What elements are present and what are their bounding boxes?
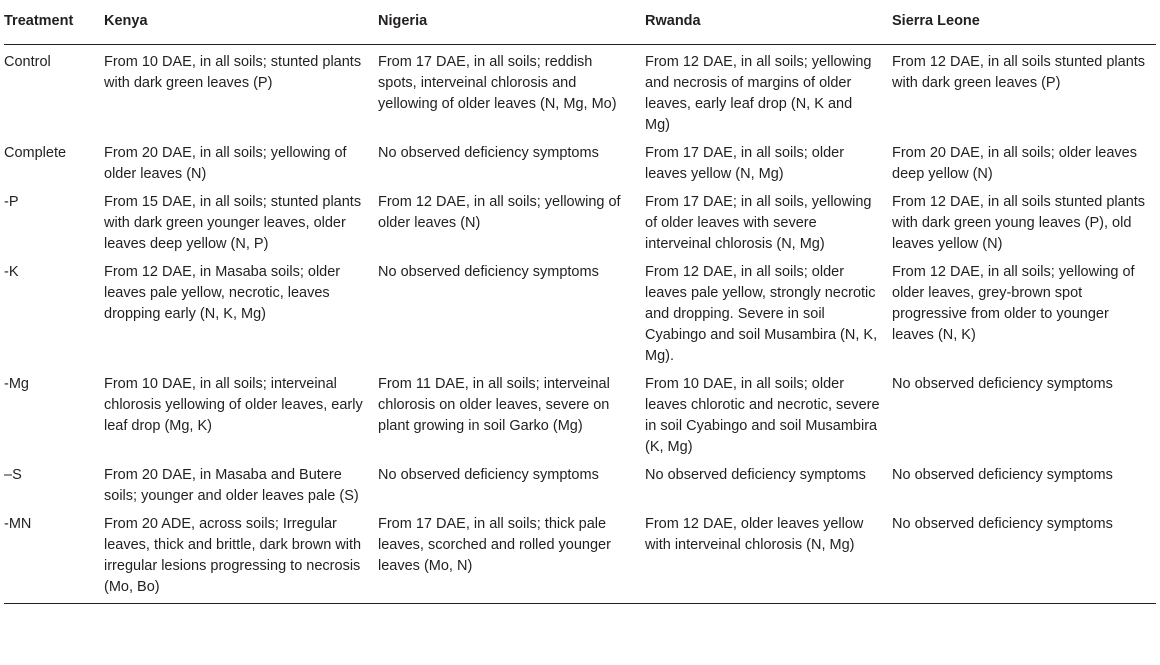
sierra-leone-cell: From 12 DAE, in all soils; yellowing of older leaves, grey-brown spot progressive from older to younger leaves (N, K) (892, 264, 1135, 343)
kenya-cell: From 20 DAE, in all soils; yellowing of older leaves (N) (104, 145, 347, 182)
nigeria-cell: From 17 DAE, in all soils; thick pale leaves, scorched and rolled younger leaves (Mo, N) (378, 507, 645, 604)
rwanda-cell: From 12 DAE, in all soils; older leaves pale yellow, strongly necrotic and dropping. Severe in soil Cyabingo and soil Musambira (N, K, Mg). (645, 264, 878, 364)
rwanda-cell: No observed deficiency symptoms (645, 467, 866, 483)
sierra-leone-cell: From 12 DAE, in all soils stunted plants with dark green young leaves (P), old leaves yellow (N) (892, 194, 1146, 252)
deficiency-symptoms-table (4, 6, 1156, 604)
header-kenya: Kenya (104, 6, 378, 45)
sierra-leone-cell: No observed deficiency symptoms (892, 376, 1113, 392)
nigeria-cell: From 12 DAE, in all soils; yellowing of older leaves (N) (378, 194, 621, 231)
nigeria-cell: No observed deficiency symptoms (378, 145, 599, 161)
header-rwanda: Rwanda (645, 6, 892, 45)
table-row (4, 45, 1156, 137)
treatment-cell: -MN (4, 507, 104, 604)
treatment-cell: Control (4, 54, 51, 70)
table-row (4, 367, 1156, 458)
sierra-leone-cell: From 12 DAE, in all soils stunted plants with dark green leaves (P) (892, 54, 1146, 91)
header-sierra-leone: Sierra Leone (892, 6, 1156, 45)
rwanda-cell: From 12 DAE, older leaves yellow with interveinal chlorosis (N, Mg) (645, 507, 892, 604)
header-treatment: Treatment (4, 6, 104, 45)
treatment-cell: -P (4, 194, 19, 210)
kenya-cell: From 10 DAE, in all soils; stunted plants with dark green leaves (P) (104, 54, 362, 91)
nigeria-cell: From 11 DAE, in all soils; interveinal chlorosis on older leaves, severe on plant growing in soil Garko (Mg) (378, 376, 610, 434)
kenya-cell: From 10 DAE, in all soils; interveinal chlorosis yellowing of older leaves, early leaf drop (Mg, K) (104, 376, 363, 434)
header-row (4, 6, 1156, 45)
rwanda-cell: From 17 DAE; in all soils, yellowing of older leaves with severe interveinal chlorosis (N, Mg) (645, 194, 872, 252)
table-row (4, 458, 1156, 507)
treatment-cell: –S (4, 467, 22, 483)
nigeria-cell: From 17 DAE, in all soils; reddish spots, interveinal chlorosis and yellowing of older leaves (N, Mg, Mo) (378, 54, 617, 112)
table-row (4, 136, 1156, 185)
table-row (4, 185, 1156, 255)
treatment-cell: -K (4, 264, 19, 280)
table-row (4, 255, 1156, 367)
header-nigeria: Nigeria (378, 6, 645, 45)
treatment-cell: Complete (4, 145, 67, 161)
kenya-cell: From 15 DAE, in all soils; stunted plants with dark green younger leaves, older leaves deep yellow (N, P) (104, 194, 362, 252)
table-row (4, 507, 1156, 604)
kenya-cell: From 20 ADE, across soils; Irregular leaves, thick and brittle, dark brown with irregular lesions progressing to necrosis (Mo, Bo) (104, 507, 378, 604)
kenya-cell: From 20 DAE, in Masaba and Butere soils; younger and older leaves pale (S) (104, 467, 359, 504)
sierra-leone-cell: From 20 DAE, in all soils; older leaves deep yellow (N) (892, 145, 1137, 182)
treatment-cell: -Mg (4, 376, 29, 392)
sierra-leone-cell: No observed deficiency symptoms (892, 467, 1113, 483)
rwanda-cell: From 12 DAE, in all soils; yellowing and necrosis of margins of older leaves, early leaf drop (N, K and Mg) (645, 54, 872, 133)
kenya-cell: From 12 DAE, in Masaba soils; older leaves pale yellow, necrotic, leaves dropping early (N, K, Mg) (104, 264, 341, 322)
rwanda-cell: From 10 DAE, in all soils; older leaves chlorotic and necrotic, severe in soil Cyabingo and soil Musambira (K, Mg) (645, 376, 880, 455)
sierra-leone-cell: No observed deficiency symptoms (892, 507, 1156, 604)
nigeria-cell: No observed deficiency symptoms (378, 264, 599, 280)
rwanda-cell: From 17 DAE, in all soils; older leaves yellow (N, Mg) (645, 145, 845, 182)
nigeria-cell: No observed deficiency symptoms (378, 467, 599, 483)
